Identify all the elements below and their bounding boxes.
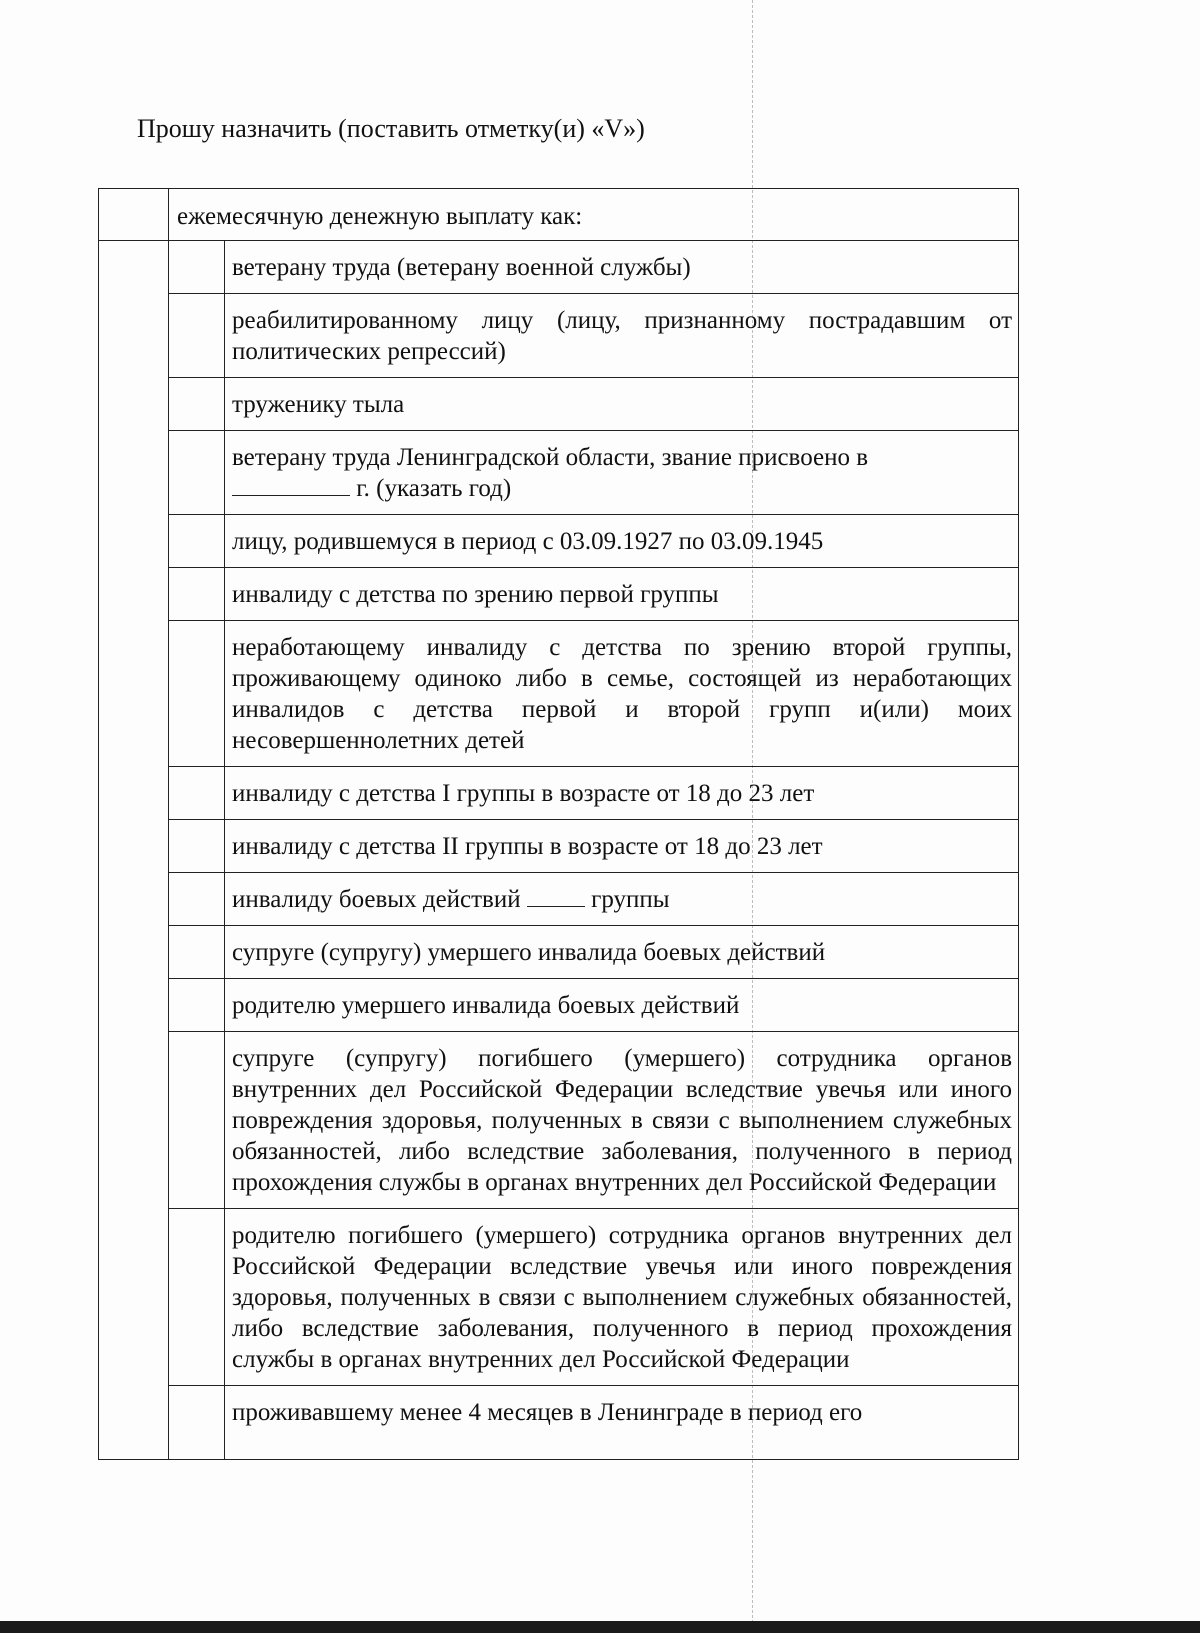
- option-checkbox[interactable]: [169, 378, 225, 431]
- option-text: инвалиду с детства по зрению первой группы: [225, 568, 1019, 621]
- option-row: [99, 926, 1019, 979]
- option-text: [225, 431, 1019, 515]
- option-row: [99, 979, 1019, 1032]
- group-blank-field[interactable]: [527, 884, 585, 907]
- option-text-after: группы: [591, 886, 670, 913]
- section-label: ежемесячную денежную выплату как:: [169, 189, 1019, 241]
- option-checkbox[interactable]: [169, 294, 225, 378]
- option-row: [99, 873, 1019, 926]
- section-checkbox[interactable]: [99, 189, 169, 241]
- option-row: [99, 1209, 1019, 1386]
- option-row: [99, 241, 1019, 294]
- option-checkbox[interactable]: [169, 767, 225, 820]
- option-text: родителю погибшего (умершего) сотрудника органов внутренних дел Российской Федерации вследствие увечья или иного повреждения здоровья, полученных в связи с выполнением служебных обязанностей, либо вследствие заболевания, полученного в период прохождения службы в органах внутренних дел Российской Федерации: [225, 1209, 1019, 1386]
- option-text: лицу, родившемуся в период с 03.09.1927 по 03.09.1945: [225, 515, 1019, 568]
- option-checkbox[interactable]: [169, 621, 225, 767]
- benefit-options-table: [98, 188, 1019, 1460]
- option-row: [99, 294, 1019, 378]
- option-row: [99, 820, 1019, 873]
- option-text: инвалиду с детства II группы в возрасте от 18 до 23 лет: [225, 820, 1019, 873]
- option-checkbox[interactable]: [169, 820, 225, 873]
- option-text: ветерану труда (ветерану военной службы): [225, 241, 1019, 294]
- option-checkbox[interactable]: [169, 515, 225, 568]
- option-checkbox[interactable]: [169, 873, 225, 926]
- option-row: [99, 767, 1019, 820]
- option-checkbox[interactable]: [169, 1209, 225, 1386]
- option-row: [99, 621, 1019, 767]
- request-heading: Прошу назначить (поставить отметку(и) «V»): [137, 114, 645, 143]
- option-text: проживавшему менее 4 месяцев в Ленинграде в период его: [225, 1386, 1019, 1460]
- option-text: реабилитированному лицу (лицу, признанному пострадавшим от политических репрессий): [225, 294, 1019, 378]
- option-row: [99, 515, 1019, 568]
- option-checkbox[interactable]: [169, 241, 225, 294]
- option-text: супруге (супругу) погибшего (умершего) сотрудника органов внутренних дел Российской Федерации вследствие увечья или иного повреждения здоровья, полученных в связи с выполнением служебных обязанностей, либо вследствие заболевания, полученного в период прохождения службы в органах внутренних дел Российской Федерации: [225, 1032, 1019, 1209]
- option-row: [99, 1386, 1019, 1460]
- option-checkbox[interactable]: [169, 1386, 225, 1460]
- option-checkbox[interactable]: [169, 926, 225, 979]
- option-checkbox[interactable]: [169, 979, 225, 1032]
- option-text: неработающему инвалиду с детства по зрению второй группы, проживающему одиноко либо в семье, состоящей из неработающих инвалидов с детства первой и второй групп и(или) моих несовершеннолетних детей: [225, 621, 1019, 767]
- option-text-before: инвалиду боевых действий: [232, 886, 521, 913]
- option-text: инвалиду с детства I группы в возрасте от 18 до 23 лет: [225, 767, 1019, 820]
- scan-bottom-edge: [0, 1621, 1200, 1633]
- option-checkbox[interactable]: [169, 1032, 225, 1209]
- option-text: [225, 873, 1019, 926]
- option-row: [99, 568, 1019, 621]
- option-checkbox[interactable]: [169, 431, 225, 515]
- option-checkbox[interactable]: [169, 568, 225, 621]
- option-text-before: ветерану труда Ленинградской области, звание присвоено в: [232, 444, 869, 471]
- option-text: труженику тыла: [225, 378, 1019, 431]
- option-row: [99, 378, 1019, 431]
- outer-blank-column: [99, 241, 169, 1460]
- option-text-after: г. (указать год): [356, 475, 512, 502]
- section-row: [99, 189, 1019, 241]
- option-text: супруге (супругу) умершего инвалида боевых действий: [225, 926, 1019, 979]
- option-row: [99, 1032, 1019, 1209]
- option-text: родителю умершего инвалида боевых действий: [225, 979, 1019, 1032]
- option-row: [99, 431, 1019, 515]
- year-blank-field[interactable]: [232, 473, 350, 496]
